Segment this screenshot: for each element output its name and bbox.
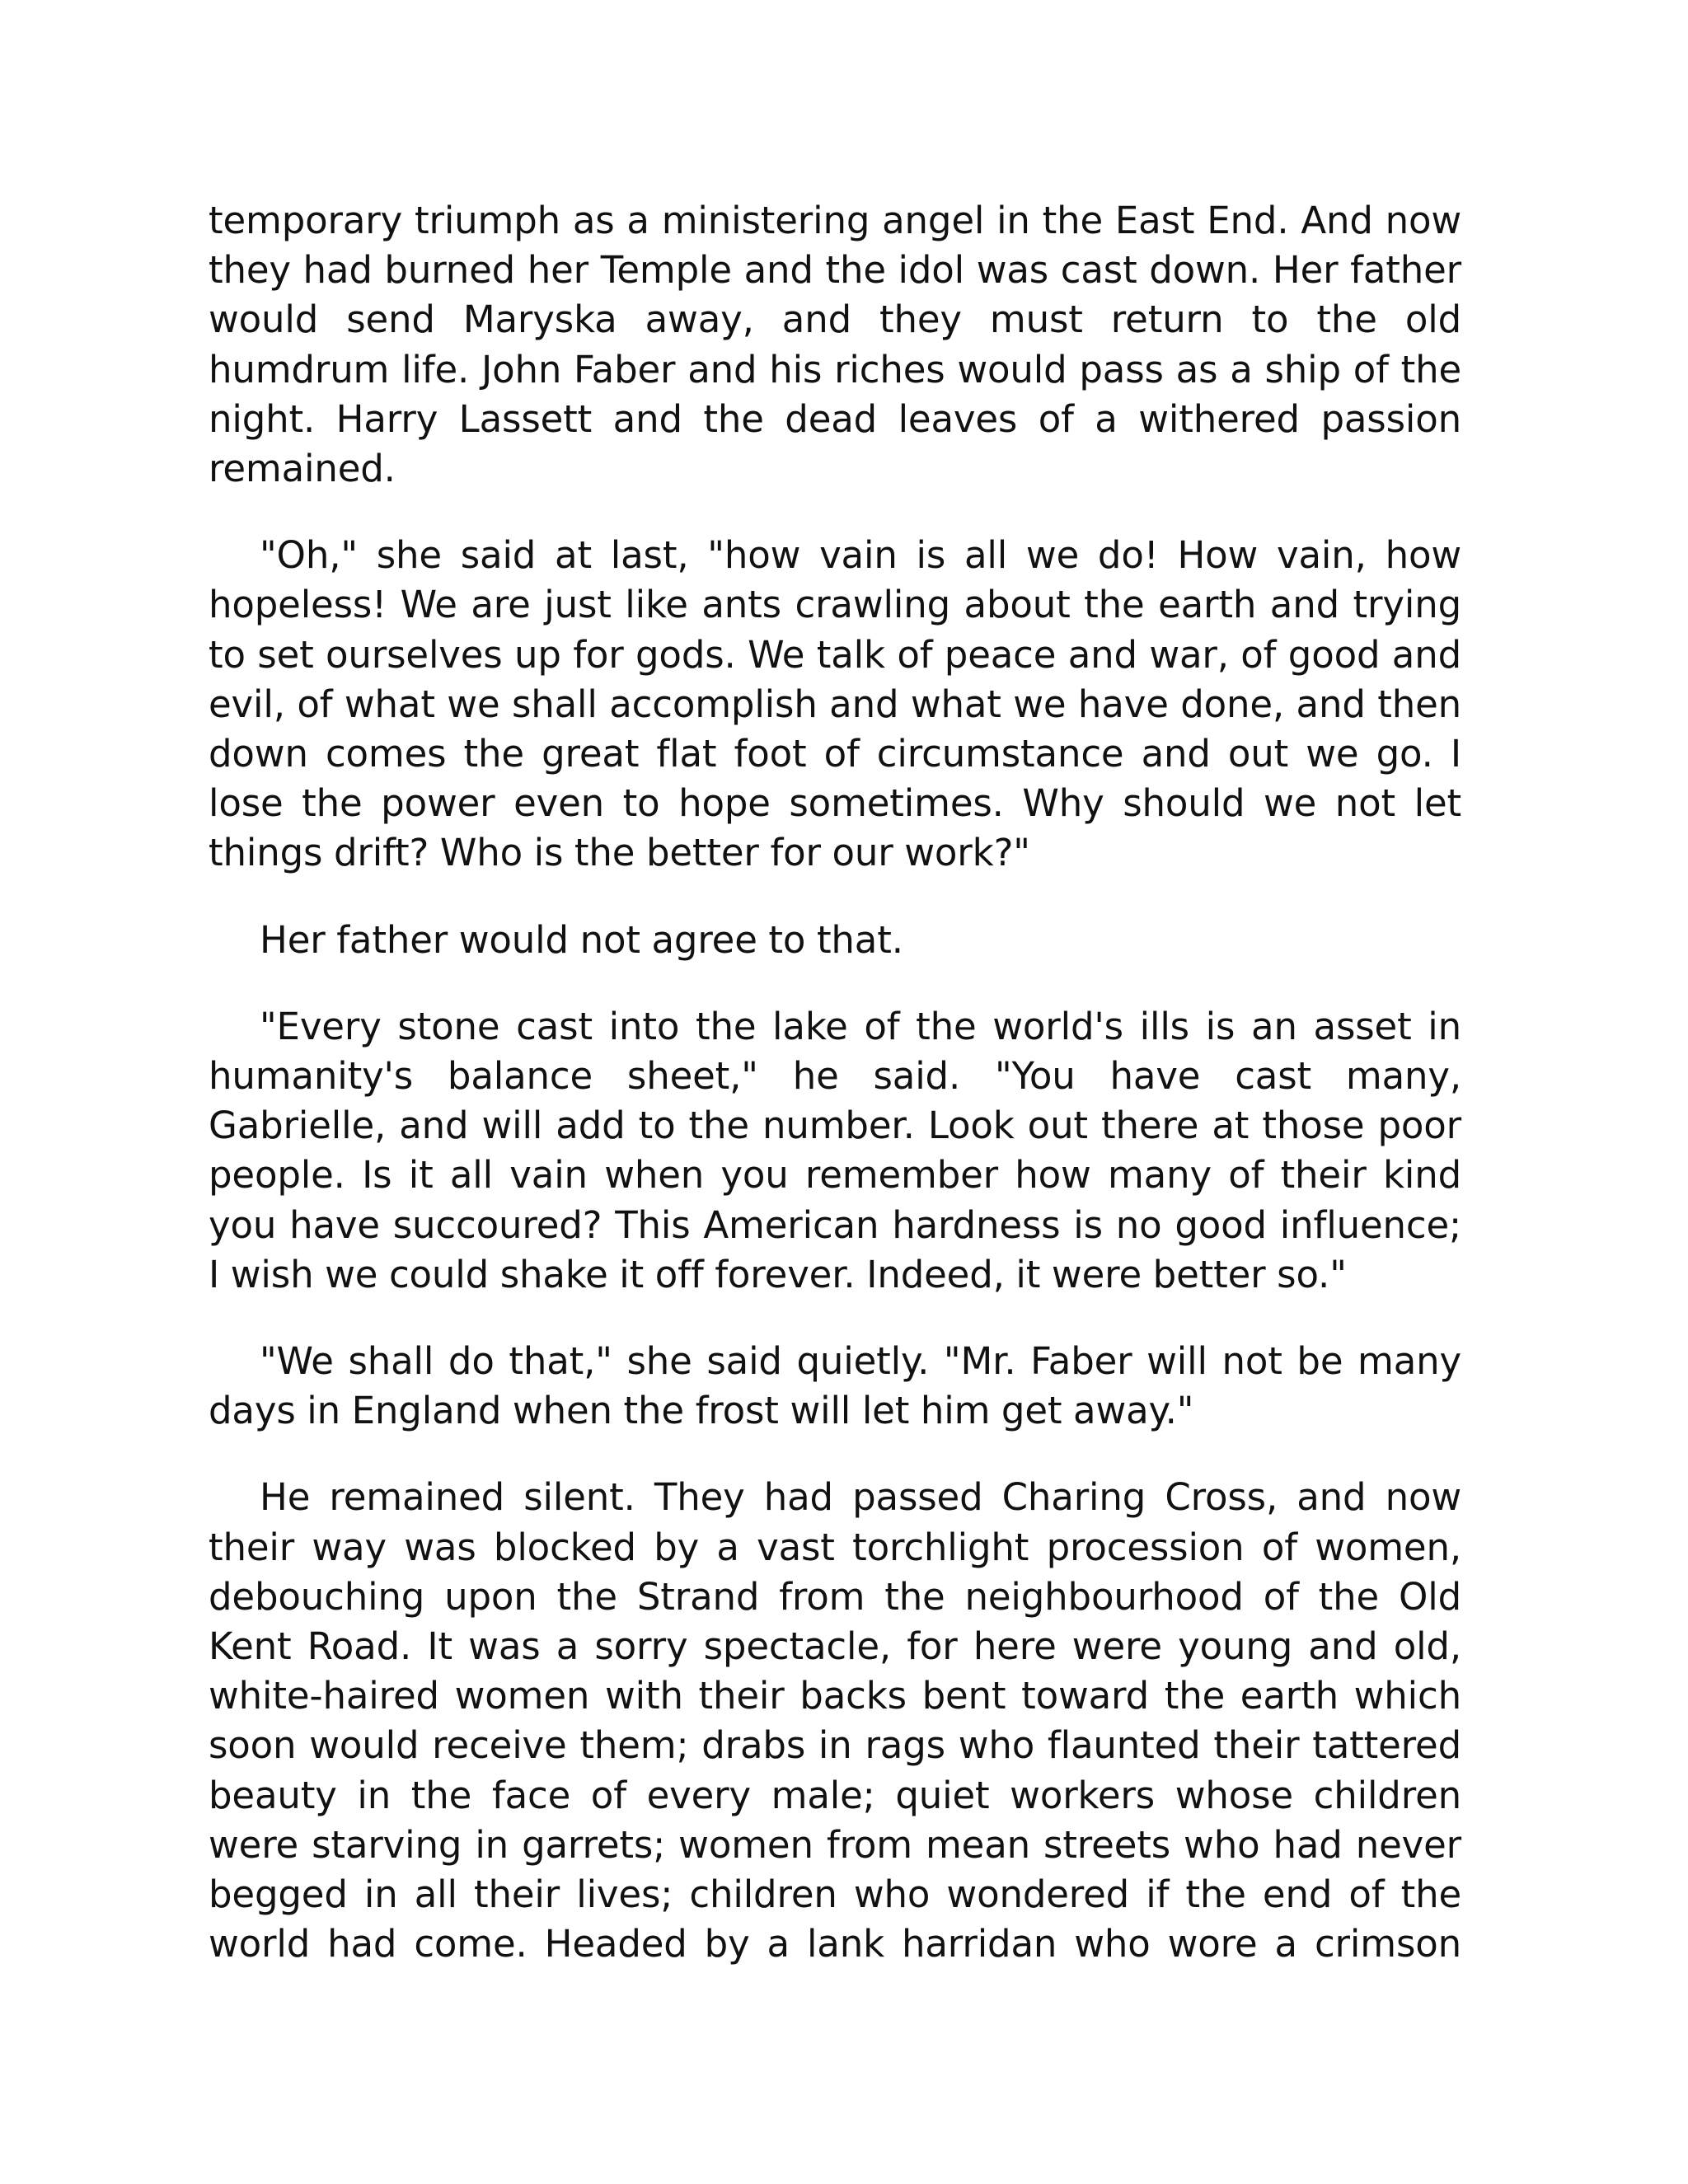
paragraph-father-disagrees: Her father would not agree to that. [260,917,903,962]
page-body-text [209,196,1461,1970]
paragraph-gabrielle-lament: "Oh," she said at last, "how vain is all we do! How vain, how hopeless! We are just like ants crawling about the earth and trying to set ourselves up for gods. We talk of peace and war, of good and evil, of what we shall accomplish and what we have done, and then down comes the great flat foot of circumstance and out we go. I lose the power even to hope sometimes. Why should we not let things drift? Who is the better for our work?" [209,533,1461,875]
paragraph-gabrielle-reply: "We shall do that," she said quietly. "Mr. Faber will not be many days in England when the frost will let him get away." [209,1339,1461,1433]
paragraph-father-reply: "Every stone cast into the lake of the world's ills is an asset in humanity's balance sheet," he said. "You have cast many, Gabrielle, and will add to the number. Look out there at those poor people. Is it all vain when you remember how many of their kind you have succoured? This American hardness is no good influence; I wish we could shake it off forever. Indeed, it were better so." [209,1004,1461,1296]
paragraph-procession: He remained silent. They had passed Charing Cross, and now their way was blocked by a vast torchlight procession of women, debouching upon the Strand from the neighbourhood of the Old Kent Road. It was a sorry spectacle, for here were young and old, white-haired women with their backs bent toward the earth which soon would receive them; drabs in rags who flaunted their tattered beauty in the face of every male; quiet workers whose children were starving in garrets; women from mean streets who had never begged in all their lives; children who wondered if the end of the world had come. Headed by a lank harridan who wore a crimson [209,1475,1461,1966]
paragraph-continuation: temporary triumph as a ministering angel in the East End. And now they had burned her Temple and the idol was cast down. Her father would send Maryska away, and they must return to the old humdrum life. John Faber and his riches would pass as a ship of the night. Harry Lassett and the dead leaves of a withered passion remained. [209,199,1461,491]
